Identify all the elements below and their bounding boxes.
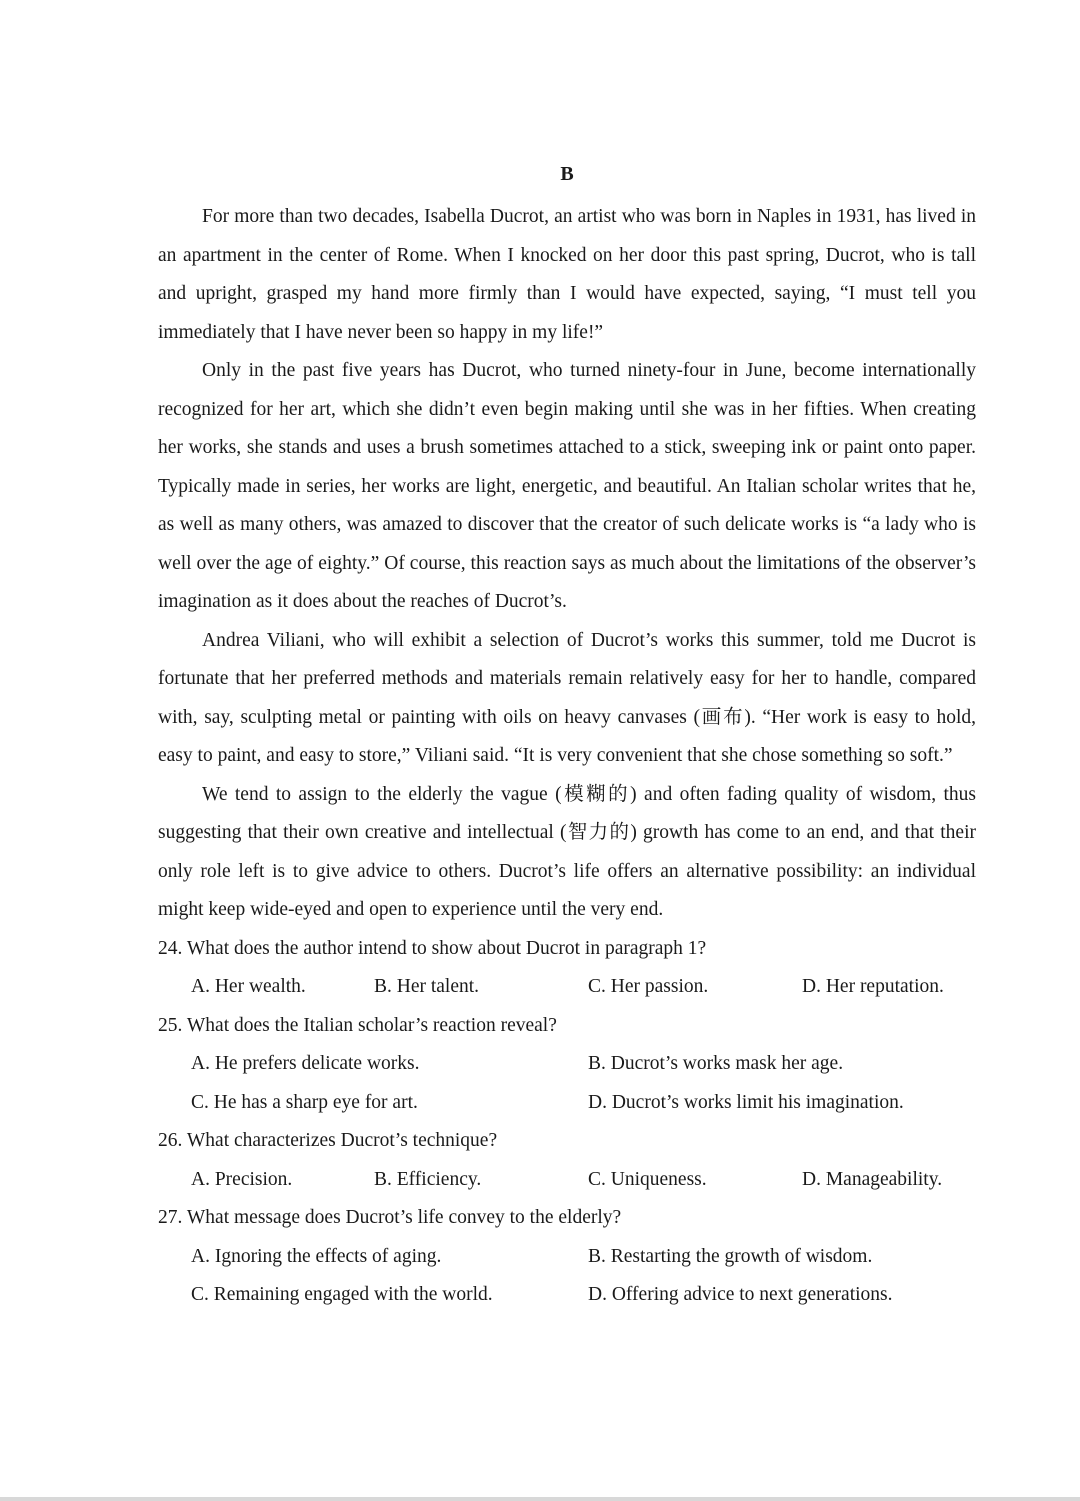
question-options — [158, 1238, 976, 1315]
paragraph-2: Only in the past five years has Ducrot, who turned ninety-four in June, become internationally recognized for her art, which she didn’t even begin making until she was in her fifties. When creating her works, she stands and uses a brush sometimes attached to a stick, sweeping ink or paint onto paper. Typically made in series, her works are light, energetic, and beautiful. An Italian scholar writes that he, as well as many others, was amazed to discover that the creator of such delicate works is “a lady who is well over the age of eighty.” Of course, this reaction says as much about the limitations of the observer’s imagination as it does about the reaches of Ducrot’s. — [158, 360, 976, 612]
question-24 — [158, 930, 976, 1007]
option-c: C. He has a sharp eye for art. — [191, 1091, 418, 1113]
option-a: A. Her wealth. — [191, 976, 306, 997]
option-a: A. Precision. — [191, 1168, 293, 1190]
option-d: D. Manageability. — [802, 1168, 943, 1190]
exam-passage-page — [158, 160, 976, 1315]
option-b: B. Her talent. — [374, 976, 480, 997]
option-d: D. Ducrot’s works limit his imagination. — [588, 1091, 904, 1113]
option-b: B. Restarting the growth of wisdom. — [588, 1245, 873, 1267]
option-a: A. He prefers delicate works. — [191, 1053, 420, 1074]
section-title: B — [560, 163, 574, 185]
question-text: 24. What does the author intend to show about Ducrot in paragraph 1? — [158, 937, 707, 959]
question-25 — [158, 1007, 976, 1123]
option-c: C. Remaining engaged with the world. — [191, 1284, 493, 1305]
question-26 — [158, 1122, 976, 1199]
option-c: C. Her passion. — [588, 976, 709, 997]
question-text: 25. What does the Italian scholar’s reaction reveal? — [158, 1014, 557, 1036]
paragraph-4: We tend to assign to the elderly the vague (模糊的) and often fading quality of wisdom, thus suggesting that their own creative and intellectual (智力的) growth has come to an end, and that their only role left is to give advice to others. Ducrot’s life offers an alternative possibility: an individual might keep wide-eyed and open to experience until the very end. — [158, 783, 976, 920]
question-text: 27. What message does Ducrot’s life convey to the elderly? — [158, 1207, 622, 1228]
paragraph-1: For more than two decades, Isabella Ducrot, an artist who was born in Naples in 1931, has lived in an apartment in the center of Rome. When I knocked on her door this past spring, Ducrot, who is tall and upright, grasped my hand more firmly than I would have expected, saying, “I must tell you immediately that I have never been so happy in my life!” — [158, 206, 976, 343]
question-27 — [158, 1199, 976, 1315]
option-a: A. Ignoring the effects of aging. — [191, 1245, 442, 1267]
option-d: D. Offering advice to next generations. — [588, 1284, 893, 1305]
option-b: B. Ducrot’s works mask her age. — [588, 1053, 844, 1074]
option-b: B. Efficiency. — [374, 1168, 482, 1190]
paragraph-3: Andrea Viliani, who will exhibit a selection of Ducrot’s works this summer, told me Ducrot is fortunate that her preferred methods and materials remain relatively easy for her to handle, compared with, say, sculpting metal or painting with oils on heavy canvases (画布). “Her work is easy to hold, easy to paint, and easy to store,” Viliani said. “It is very convenient that she chose something so soft.” — [158, 629, 976, 766]
question-options — [158, 968, 976, 1007]
question-options — [158, 1161, 976, 1200]
question-options — [158, 1045, 976, 1122]
option-d: D. Her reputation. — [802, 976, 944, 997]
question-text: 26. What characterizes Ducrot’s technique? — [158, 1130, 498, 1151]
option-c: C. Uniqueness. — [588, 1168, 707, 1190]
page-bottom-edge — [0, 1497, 1080, 1501]
